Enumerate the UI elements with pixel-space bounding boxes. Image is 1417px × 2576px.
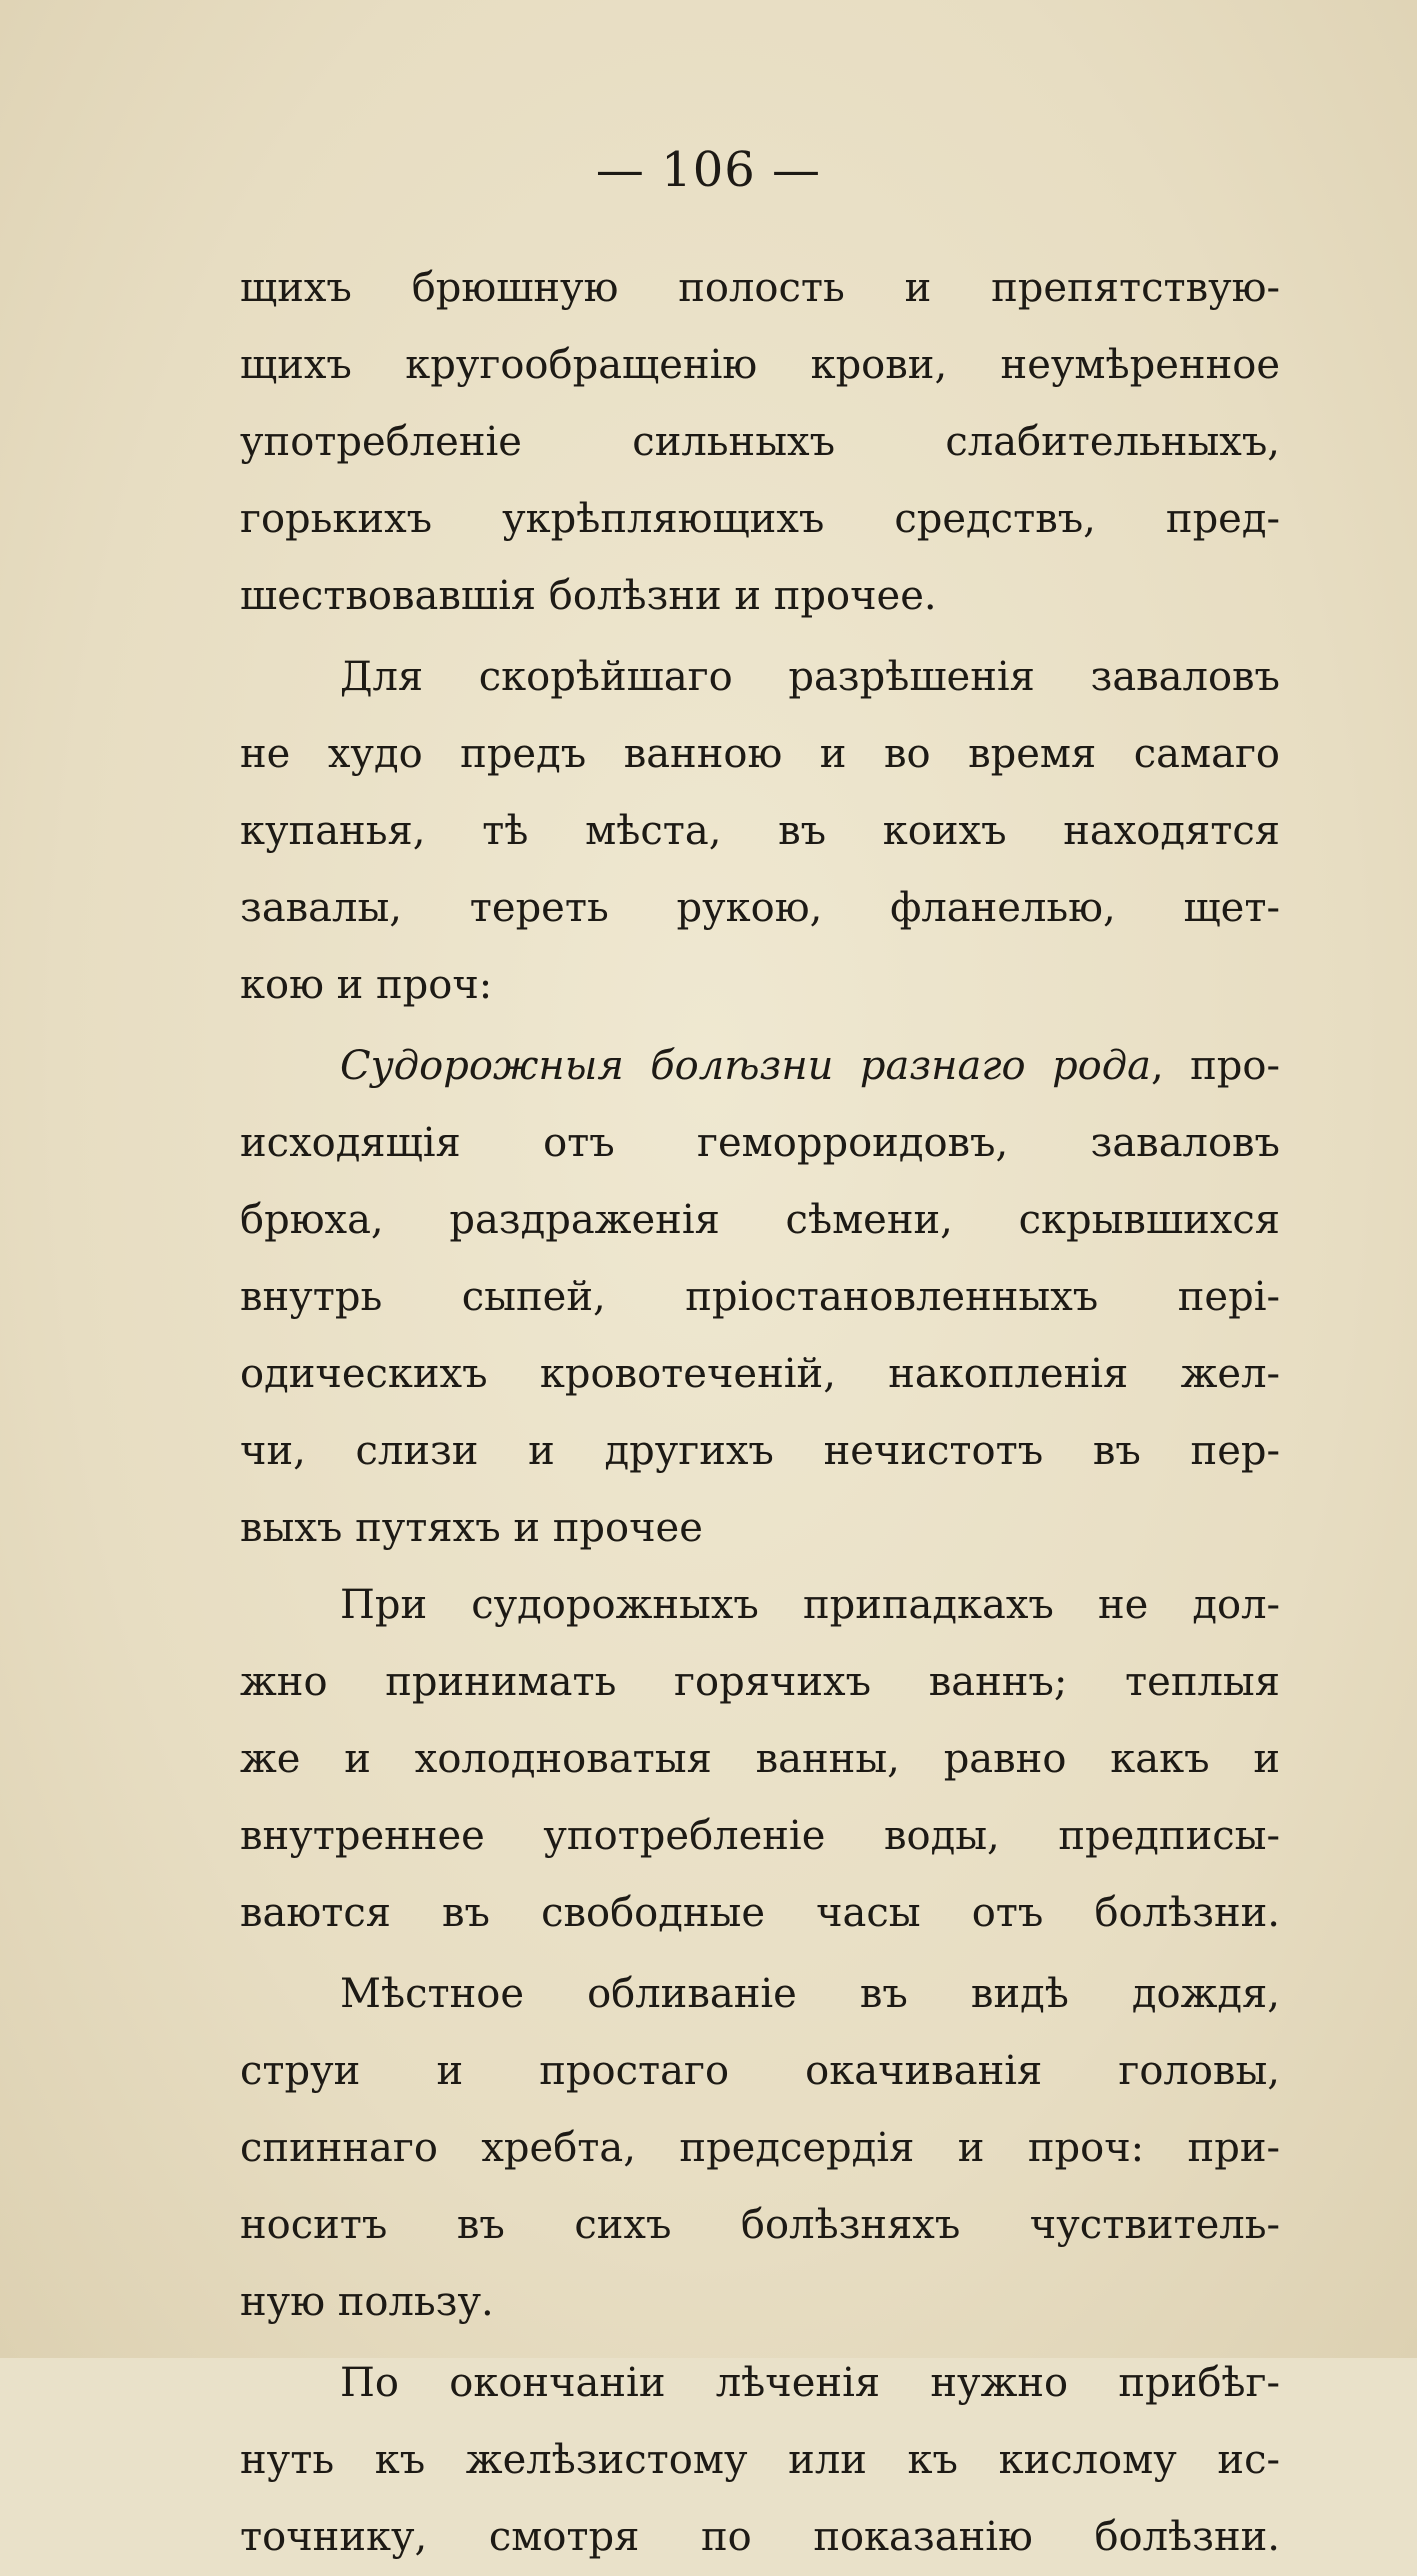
text-line: шествовавшія болѣзни и прочее. (240, 573, 937, 619)
text-line: Мѣстное обливаніе въ видѣ дождя, (340, 1971, 1280, 2017)
text-line: купанья, тѣ мѣста, въ коихъ находятся (240, 808, 1280, 854)
page-number: — 106 — (595, 142, 822, 198)
text-line: исходящія отъ геморроидовъ, заваловъ (240, 1120, 1280, 1166)
italic-heading: Судорожныя болѣзни разнаго рода (340, 1043, 1151, 1089)
text-line: струи и простаго окачиванія головы, (240, 2048, 1280, 2094)
text-line: носитъ въ сихъ болѣзняхъ чуствитель- (240, 2202, 1280, 2248)
text-line: горькихъ укрѣпляющихъ средствъ, пред- (240, 496, 1280, 542)
text-line: употребленіе сильныхъ слабительныхъ, (240, 419, 1280, 465)
body-text (240, 250, 1280, 2576)
text-line: спиннаго хребта, предсердія и проч: при- (240, 2125, 1280, 2171)
text-line: щихъ брюшную полость и препятствую- (240, 265, 1280, 311)
text-line: жно принимать горячихъ ваннъ; теплыя (240, 1659, 1280, 1705)
text-line: брюха, раздраженія сѣмени, скрывшихся (240, 1197, 1280, 1243)
text-line: ную пользу. (240, 2279, 494, 2325)
text-line: точнику, смотря по показанію болѣзни. (240, 2514, 1280, 2560)
text-line: Для скорѣйшаго разрѣшенія заваловъ (340, 654, 1280, 700)
text-line (240, 1028, 1280, 1105)
text-line: кою и проч: (240, 962, 493, 1008)
text-line: чи, слизи и другихъ нечистотъ въ пер- (240, 1428, 1280, 1474)
text-line: внутреннее употребленіе воды, предписы- (240, 1813, 1280, 1859)
text-line: внутрь сыпей, пріостановленныхъ пері- (240, 1274, 1280, 1320)
text-line: не худо предъ ванною и во время самаго (240, 731, 1280, 777)
text-line: При судорожныхъ припадкахъ не дол- (340, 1582, 1280, 1628)
text-line: выхъ путяхъ и прочее (240, 1505, 703, 1551)
text-line: По окончаніи лѣченія нужно прибѣг- (340, 2360, 1280, 2406)
text-fragment: , про- (1150, 1043, 1280, 1089)
text-line: одическихъ кровотеченій, накопленія жел- (240, 1351, 1280, 1397)
text-line: щихъ кругообращенію крови, неумѣренное (240, 342, 1280, 388)
text-line: нуть къ желѣзистому или къ кислому ис- (240, 2437, 1280, 2483)
text-line: ваются въ свободные часы отъ болѣзни. (240, 1890, 1280, 1936)
text-line: же и холодноватыя ванны, равно какъ и (240, 1736, 1280, 1782)
text-line: завалы, тереть рукою, фланелью, щет- (240, 885, 1280, 931)
